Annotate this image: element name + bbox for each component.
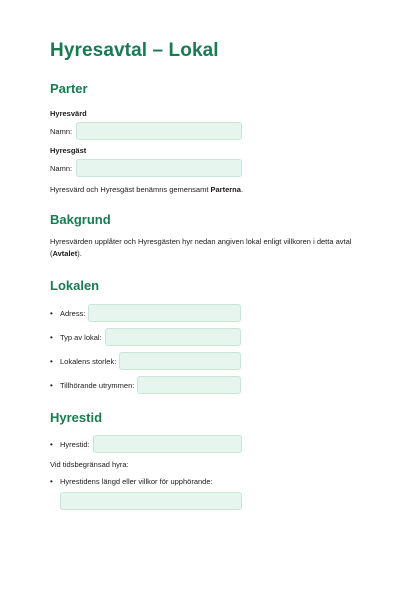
hyresgast-label: Hyresgäst [50, 146, 87, 155]
list-item [50, 352, 370, 370]
lokalens-storlek-field[interactable] [119, 352, 241, 370]
tidsbegransad-text: Vid tidsbegränsad hyra: [50, 460, 129, 469]
list-item [50, 435, 370, 453]
typ-av-lokal-field[interactable] [105, 328, 241, 346]
bullet-icon: • [50, 332, 53, 342]
list-item [50, 376, 370, 394]
hyrestid-field[interactable] [93, 435, 242, 453]
avtalet-bold: Avtalet [52, 249, 78, 258]
section-heading-lokalen: Lokalen [50, 278, 100, 293]
parterna-note-prefix: Hyresvärd och Hyresgäst benämns gemensamt [50, 185, 211, 194]
hyresvard-label: Hyresvärd [50, 109, 87, 118]
section-heading-parter: Parter [50, 81, 88, 96]
hyresvard-namn-label: Namn: [50, 126, 73, 136]
bullet-icon: • [50, 477, 53, 486]
typ-av-lokal-label: Typ av lokal: [60, 332, 102, 342]
bullet-icon: • [50, 356, 53, 366]
bakgrund-text-close: ). [77, 249, 82, 258]
hyresgast-namn-field[interactable] [76, 159, 242, 177]
lokalens-storlek-label: Lokalens storlek: [60, 356, 117, 366]
adress-label: Adress: [60, 308, 86, 318]
adress-field[interactable] [88, 304, 241, 322]
list-item [50, 304, 370, 322]
document-title: Hyresavtal – Lokal [50, 40, 219, 61]
hyresgast-namn-label: Namn: [50, 163, 73, 173]
parterna-note-bold: Parterna [210, 185, 241, 194]
section-heading-bakgrund: Bakgrund [50, 212, 111, 227]
bullet-icon: • [50, 380, 53, 390]
tillhorande-utrymmen-label: Tillhörande utrymmen: [60, 380, 135, 390]
bullet-icon: • [50, 439, 53, 449]
parterna-note [50, 184, 370, 195]
bakgrund-text-open: ( [50, 249, 53, 258]
bullet-icon: • [50, 308, 53, 318]
hyresvard-namn-field[interactable] [76, 122, 242, 140]
hyrestid-label: Hyrestid: [60, 439, 90, 449]
list-item [50, 328, 370, 346]
hyrestidens-langd-label: Hyrestidens längd eller villkor för upphörande: [60, 477, 213, 486]
bakgrund-text-line1: Hyresvärden upplåter och Hyresgästen hyr nedan angiven lokal enligt villkoren i detta avtal [50, 237, 352, 246]
tillhorande-utrymmen-field[interactable] [137, 376, 241, 394]
parterna-note-suffix: . [240, 185, 244, 194]
bakgrund-text [50, 236, 370, 260]
hyrestidens-langd-field[interactable] [60, 492, 242, 510]
section-heading-hyrestid: Hyrestid [50, 410, 103, 425]
list-item [50, 476, 370, 487]
